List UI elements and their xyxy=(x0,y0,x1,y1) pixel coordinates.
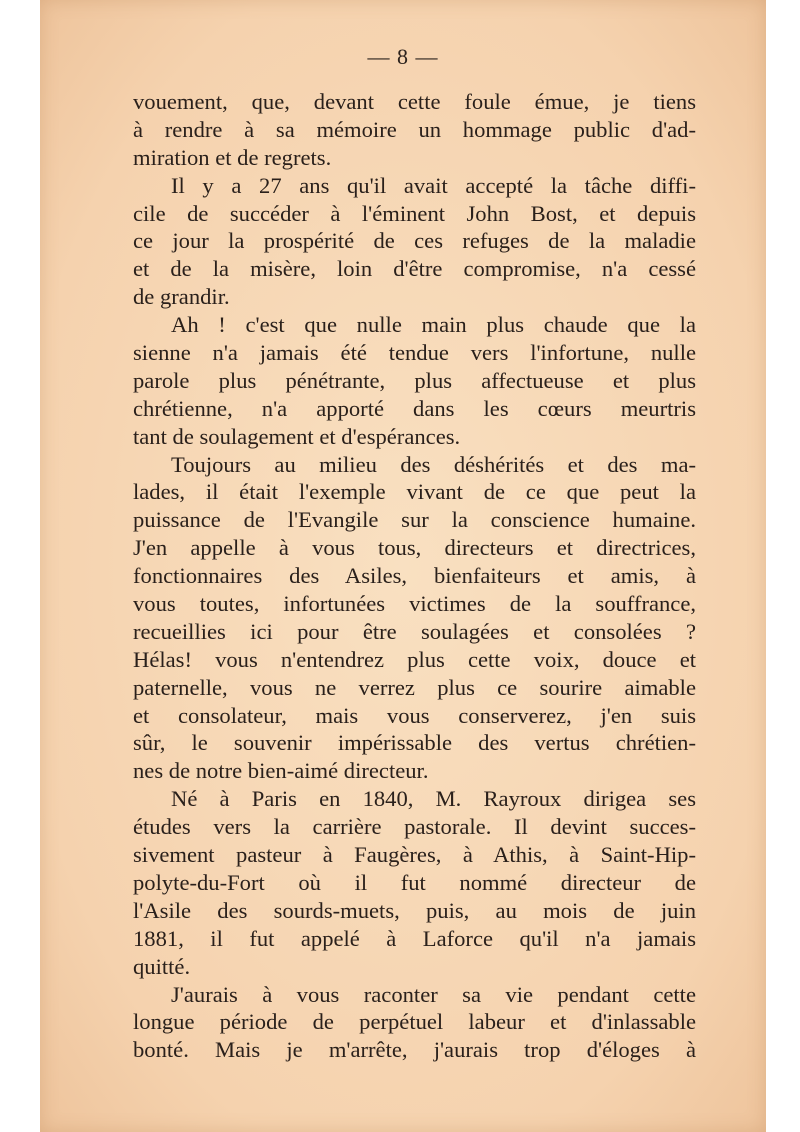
text-line: vous toutes, infortunées victimes de la souffrance, xyxy=(133,591,696,617)
text-line: sienne n'a jamais été tendue vers l'infortune, nulle xyxy=(133,340,696,366)
text-line: bonté. Mais je m'arrête, j'aurais trop d'éloges à xyxy=(133,1037,696,1063)
text-line: Né à Paris en 1840, M. Rayroux dirigea ses xyxy=(171,786,696,812)
text-line: sivement pasteur à Faugères, à Athis, à Saint-Hip- xyxy=(133,842,696,868)
text-line: 1881, il fut appelé à Laforce qu'il n'a jamais xyxy=(133,925,696,951)
text-line: Toujours au milieu des déshérités et des ma- xyxy=(171,451,696,477)
text-line: J'en appelle à vous tous, directeurs et directrices, xyxy=(133,535,696,561)
text-line: nes de notre bien-aimé directeur. xyxy=(133,758,429,784)
text-line: fonctionnaires des Asiles, bienfaiteurs et amis, à xyxy=(133,563,696,589)
text-line: vouement, que, devant cette foule émue, je tiens xyxy=(133,89,696,114)
paragraph xyxy=(133,88,696,172)
text-line: études vers la carrière pastorale. Il devint succes- xyxy=(133,814,696,840)
text-line: longue période de perpétuel labeur et d'inlassable xyxy=(133,1009,696,1035)
text-line: cile de succéder à l'éminent John Bost, et depuis xyxy=(133,200,696,226)
paragraph xyxy=(133,451,696,786)
text-line: recueillies ici pour être soulagées et consolées ? xyxy=(133,618,696,644)
paragraph xyxy=(133,311,696,450)
text-line: Ah ! c'est que nulle main plus chaude que la xyxy=(171,312,696,338)
text-line: de grandir. xyxy=(133,284,230,310)
page-number: — 8 — xyxy=(367,44,439,69)
paragraph xyxy=(133,785,696,980)
text-line: ce jour la prospérité de ces refuges de la maladie xyxy=(133,228,696,254)
text-line: Il y a 27 ans qu'il avait accepté la tâche diffi- xyxy=(171,172,696,198)
text-line: J'aurais à vous raconter sa vie pendant cette xyxy=(171,981,696,1007)
text-line: paternelle, vous ne verrez plus ce sourire aimable xyxy=(133,674,696,700)
text-line: et de la misère, loin d'être compromise, n'a cessé xyxy=(133,256,696,282)
text-line: parole plus pénétrante, plus affectueuse et plus xyxy=(133,367,696,393)
text-line: polyte-du-Fort où il fut nommé directeur de xyxy=(133,869,696,895)
text-line: sûr, le souvenir impérissable des vertus chrétien- xyxy=(133,730,696,756)
text-line: miration et de regrets. xyxy=(133,144,332,170)
text-line: chrétienne, n'a apporté dans les cœurs meurtris xyxy=(133,395,696,421)
text-line: et consolateur, mais vous conserverez, j'en suis xyxy=(133,702,696,728)
paragraph xyxy=(133,981,696,1065)
text-line: puissance de l'Evangile sur la conscience humaine. xyxy=(133,507,696,533)
text-line: à rendre à sa mémoire un hommage public d'ad- xyxy=(133,116,696,142)
text-line: tant de soulagement et d'espérances. xyxy=(133,423,461,449)
text-line: quitté. xyxy=(133,953,191,979)
body-text xyxy=(133,88,696,1064)
paragraph xyxy=(133,172,696,311)
scan-margin xyxy=(766,0,800,1132)
text-line: lades, il était l'exemple vivant de ce que peut la xyxy=(133,479,696,505)
book-page xyxy=(40,0,766,1132)
text-line: Hélas! vous n'entendrez plus cette voix, douce et xyxy=(133,646,696,672)
text-line: l'Asile des sourds-muets, puis, au mois de juin xyxy=(133,897,696,923)
